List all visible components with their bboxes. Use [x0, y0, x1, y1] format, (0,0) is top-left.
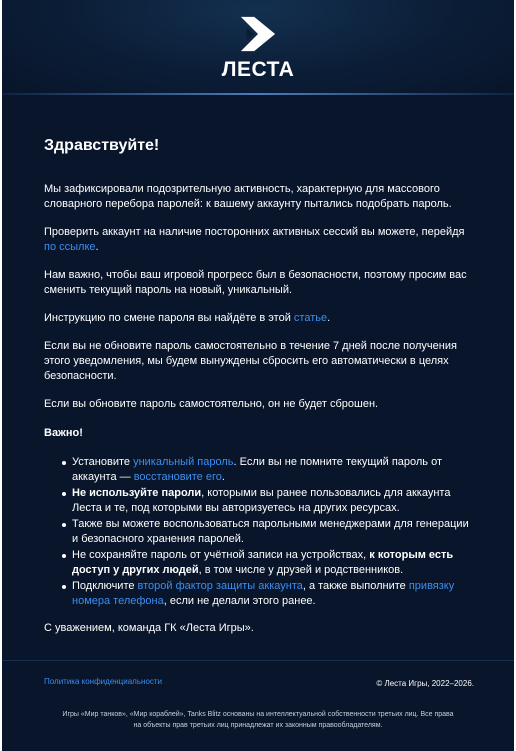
- lesta-logo-icon: [239, 15, 277, 53]
- paragraph-reset-warning: Если вы не обновите пароль самостоятельно в течение 7 дней после получения этого уведомления, мы будем вынуждены сбросить его автоматически в целях безопасности.: [44, 340, 457, 382]
- list-item-unique-password: [72, 455, 476, 485]
- check-sessions-text: Проверить аккаунт на наличие посторонних активных сессий вы можете, перейдя: [44, 226, 465, 238]
- email-footer: [2, 660, 514, 751]
- paragraph-suspicious-activity: Мы зафиксировали подозрительную активность, характерную для массового словарного перебора паролей: к вашему аккаунту пытались подобрать пароль.: [44, 183, 452, 210]
- brand-logo-text: ЛЕСТА: [221, 58, 295, 81]
- instructions-text: Инструкцию по смене пароля вы найдёте в этой: [44, 312, 294, 324]
- tip-text: , а также выполните: [302, 580, 409, 592]
- instructions-end: .: [327, 312, 331, 324]
- important-heading: Важно!: [44, 427, 83, 439]
- article-link[interactable]: статье: [293, 312, 328, 324]
- legal-notice: Игры «Мир танков», «Мир кораблей», Tanks Blitz основаны на интеллектуальной собственности третьих лиц. Все права на объекты прав третьих лиц принадлежат их законным правообладателям.: [62, 711, 454, 729]
- list-item-no-saving: [72, 548, 476, 578]
- phone-binding-link[interactable]: привязку номера телефона: [72, 580, 455, 607]
- greeting-heading: Здравствуйте!: [44, 137, 160, 154]
- unique-password-link[interactable]: уникальный пароль: [133, 456, 234, 468]
- tip-text: , которыми вы ранее пользовались для аккаунта Леста и те, под которыми вы авторизуетесь на других ресурсах.: [72, 487, 451, 514]
- two-factor-link[interactable]: второй фактор защиты аккаунта: [137, 580, 303, 592]
- security-tips-list: [44, 455, 476, 609]
- sessions-link[interactable]: по ссылке: [44, 241, 96, 253]
- tip-text: Подключите: [72, 580, 138, 592]
- tip-bold-text: к которым есть доступ у других людей: [72, 549, 454, 576]
- header-divider: [2, 93, 514, 95]
- email-header: [2, 0, 514, 95]
- tip-text: Установите: [72, 456, 134, 468]
- tip-text: .: [221, 471, 225, 483]
- email-body: [44, 136, 476, 649]
- tip-text: , если не делали этого ранее.: [163, 595, 316, 607]
- paragraph-check-sessions: [44, 225, 476, 255]
- copyright-text: © Леста Игры, 2022–2026.: [376, 679, 474, 688]
- list-item-password-managers: Также вы можете воспользоваться парольными менеджерами для генерации и безопасного хранения паролей.: [72, 517, 476, 547]
- paragraph-no-reset: Если вы обновите пароль самостоятельно, он не будет сброшен.: [44, 398, 379, 410]
- tip-text: , в том числе у друзей и родственников.: [198, 564, 404, 576]
- check-sessions-end: .: [95, 241, 99, 253]
- paragraph-change-password: Нам важно, чтобы ваш игровой прогресс был в безопасности, поэтому просим вас сменить текущий пароль на новый, уникальный.: [44, 269, 467, 296]
- privacy-policy-link[interactable]: Политика конфиденциальности: [44, 677, 163, 686]
- tip-bold-text: Не используйте пароли: [72, 487, 202, 499]
- list-item-two-factor: [72, 579, 476, 609]
- signoff-text: С уважением, команда ГК «Леста Игры».: [44, 622, 254, 634]
- tip-text: Не сохраняйте пароль от учётной записи на устройствах,: [72, 549, 370, 561]
- tip-text: . Если вы не помните текущий пароль от аккаунта —: [72, 456, 443, 483]
- restore-password-link[interactable]: восстановите его: [133, 471, 222, 483]
- paragraph-instructions: [44, 311, 476, 326]
- list-item-no-reuse: [72, 486, 476, 516]
- email-frame: [2, 0, 514, 750]
